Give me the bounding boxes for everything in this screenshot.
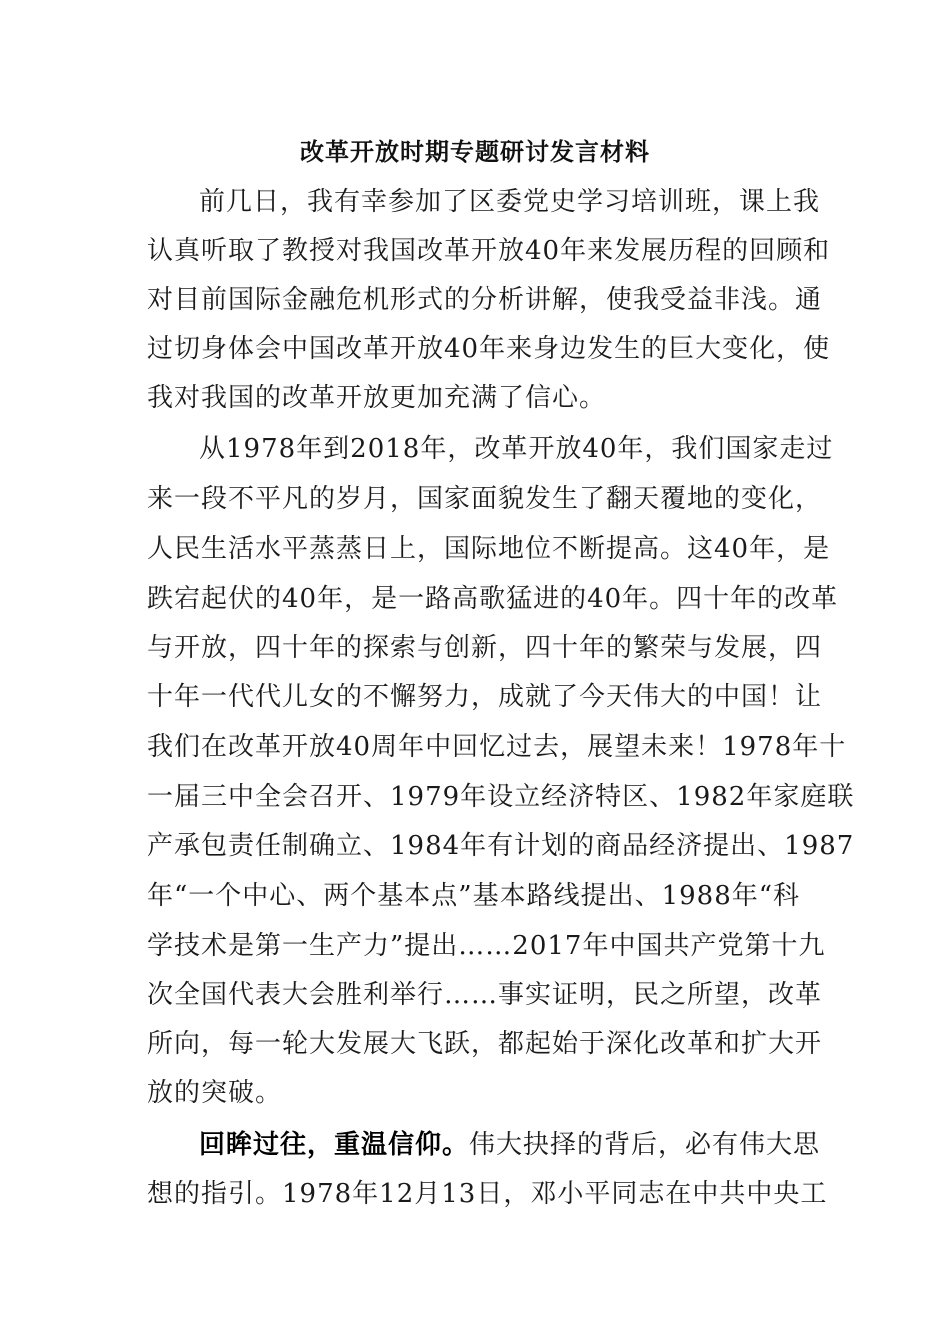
paragraph-2-line-7: 我们在改革开放40周年中回忆过去，展望未来！1978年十	[147, 732, 847, 762]
paragraph-2-line-6: 十年一代代儿女的不懈努力，成就了今天伟大的中国！让	[147, 682, 823, 712]
paragraph-2-line-13: 所向，每一轮大发展大飞跃，都起始于深化改革和扩大开	[147, 1029, 823, 1059]
paragraph-2-line-9: 产承包责任制确立、1984年有计划的商品经济提出、1987	[147, 831, 855, 861]
paragraph-1-line-2: 认真听取了教授对我国改革开放40年来发展历程的回顾和	[147, 236, 831, 266]
paragraph-1-line-3: 对目前国际金融危机形式的分析讲解，使我受益非浅。通	[147, 285, 823, 315]
paragraph-1-line-5: 我对我国的改革开放更加充满了信心。	[147, 383, 607, 413]
document-title: 改革开放时期专题研讨发言材料	[300, 137, 650, 166]
paragraph-2-line-8: 一届三中全会召开、1979年设立经济特区、1982年家庭联	[147, 782, 855, 812]
paragraph-2-line-14: 放的突破。	[147, 1078, 283, 1108]
paragraph-3-bold-lead: 回眸过往，重温信仰。	[199, 1130, 470, 1160]
paragraph-2-line-10: 年“一个中心、两个基本点”基本路线提出、1988年“科	[147, 881, 801, 911]
paragraph-2-line-3: 人民生活水平蒸蒸日上，国际地位不断提高。这40年，是	[147, 534, 831, 564]
paragraph-2-line-5: 与开放，四十年的探索与创新，四十年的繁荣与发展，四	[147, 633, 823, 663]
paragraph-3-line-1	[199, 1125, 820, 1165]
paragraph-2-line-4: 跌宕起伏的40年，是一路高歌猛进的40年。四十年的改革	[147, 584, 839, 614]
paragraph-1-line-1: 前几日，我有幸参加了区委党史学习培训班，课上我	[199, 187, 821, 217]
paragraph-2-line-1: 从1978年到2018年，改革开放40年，我们国家走过	[199, 434, 834, 464]
paragraph-3-line-2: 想的指引。1978年12月13日，邓小平同志在中共中央工	[147, 1179, 828, 1209]
paragraph-3-line-1-rest: 伟大抉择的背后，必有伟大思	[469, 1130, 821, 1160]
paragraph-2-line-2: 来一段不平凡的岁月，国家面貌发生了翻天覆地的变化，	[147, 484, 823, 514]
paragraph-2-line-11: 学技术是第一生产力”提出……2017年中国共产党第十九	[147, 931, 826, 961]
paragraph-1-line-4: 过切身体会中国改革开放40年来身边发生的巨大变化，使	[147, 334, 831, 364]
paragraph-2-line-12: 次全国代表大会胜利举行……事实证明，民之所望，改革	[147, 980, 823, 1010]
